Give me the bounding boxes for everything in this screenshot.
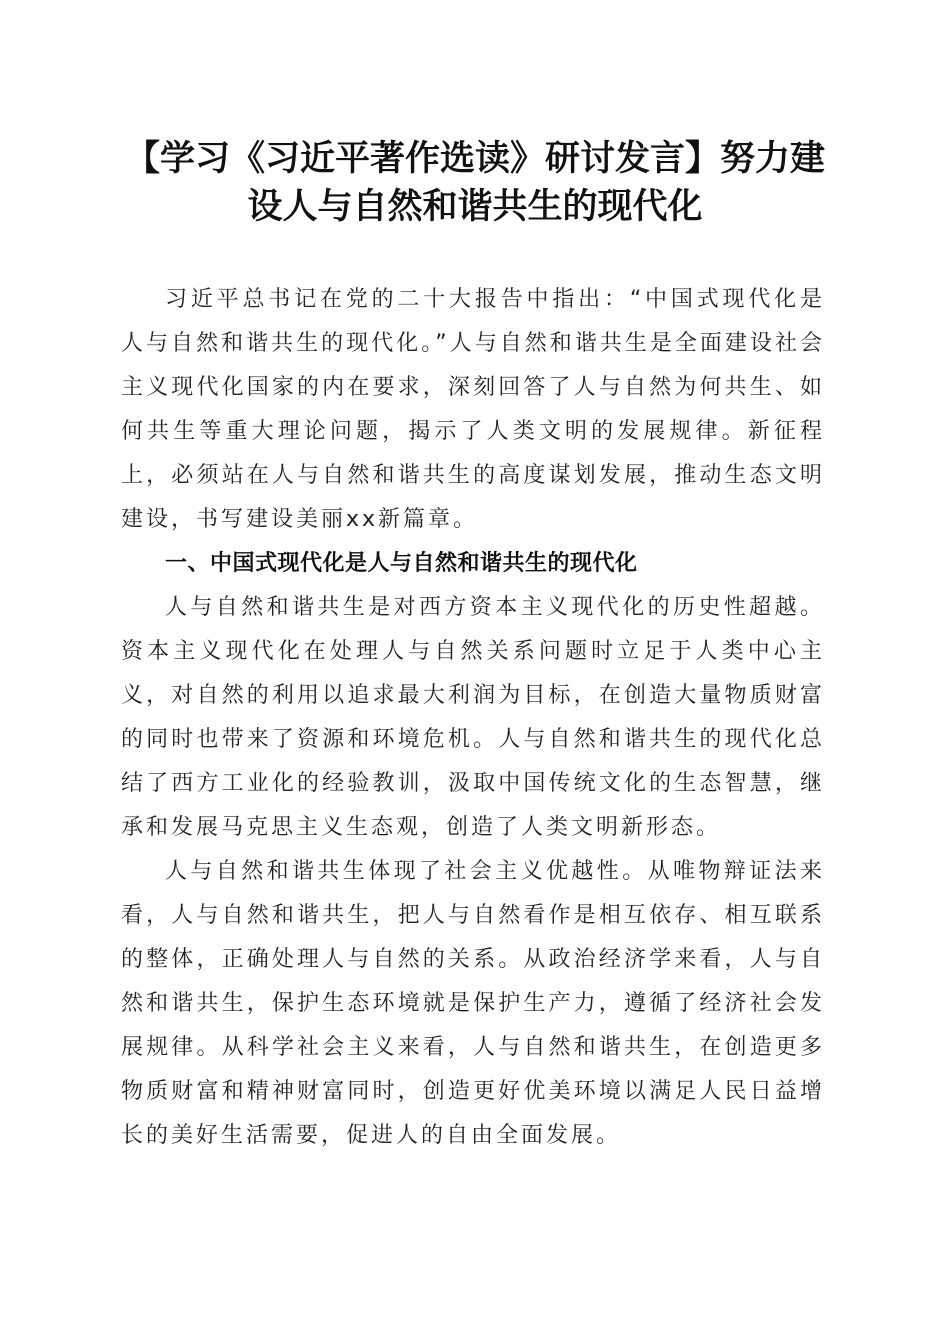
section-heading-1: 一、中国式现代化是人与自然和谐共生的现代化 <box>165 551 638 576</box>
document-body <box>121 278 825 1158</box>
section-1-paragraph-1: 人与自然和谐共生是对西方资本主义现代化的历史性超越。资本主义现代化在处理人与自然关系问题时立足于人类中心主义，对自然的利用以追求最大利润为目标，在创造大量物质财富的同时也带来了资源和环境危机。人与自然和谐共生的现代化总结了西方工业化的经验教训，汲取中国传统文化的生态智慧，继承和发展马克思主义生态观，创造了人类文明新形态。 <box>121 595 825 840</box>
section-1-paragraph-2: 人与自然和谐共生体现了社会主义优越性。从唯物辩证法来看，人与自然和谐共生，把人与自然看作是相互依存、相互联系的整体，正确处理人与自然的关系。从政治经济学来看，人与自然和谐共生，保护生态环境就是保护生产力，遵循了经济社会发展规律。从科学社会主义来看，人与自然和谐共生，在创造更多物质财富和精神财富同时，创造更好优美环境以满足人民日益增长的美好生活需要，促进人的自由全面发展。 <box>121 859 825 1148</box>
document-title: 【学习《习近平著作选读》研讨发言】努力建设人与自然和谐共生的现代化 <box>124 138 825 227</box>
intro-paragraph: 习近平总书记在党的二十大报告中指出：“中国式现代化是人与自然和谐共生的现代化。”人与自然和谐共生是全面建设社会主义现代化国家的内在要求，深刻回答了人与自然为何共生、如何共生等重大理论问题，揭示了人类文明的发展规律。新征程上，必须站在人与自然和谐共生的高度谋划发展，推动生态文明建设，书写建设美丽xx新篇章。 <box>121 287 825 532</box>
